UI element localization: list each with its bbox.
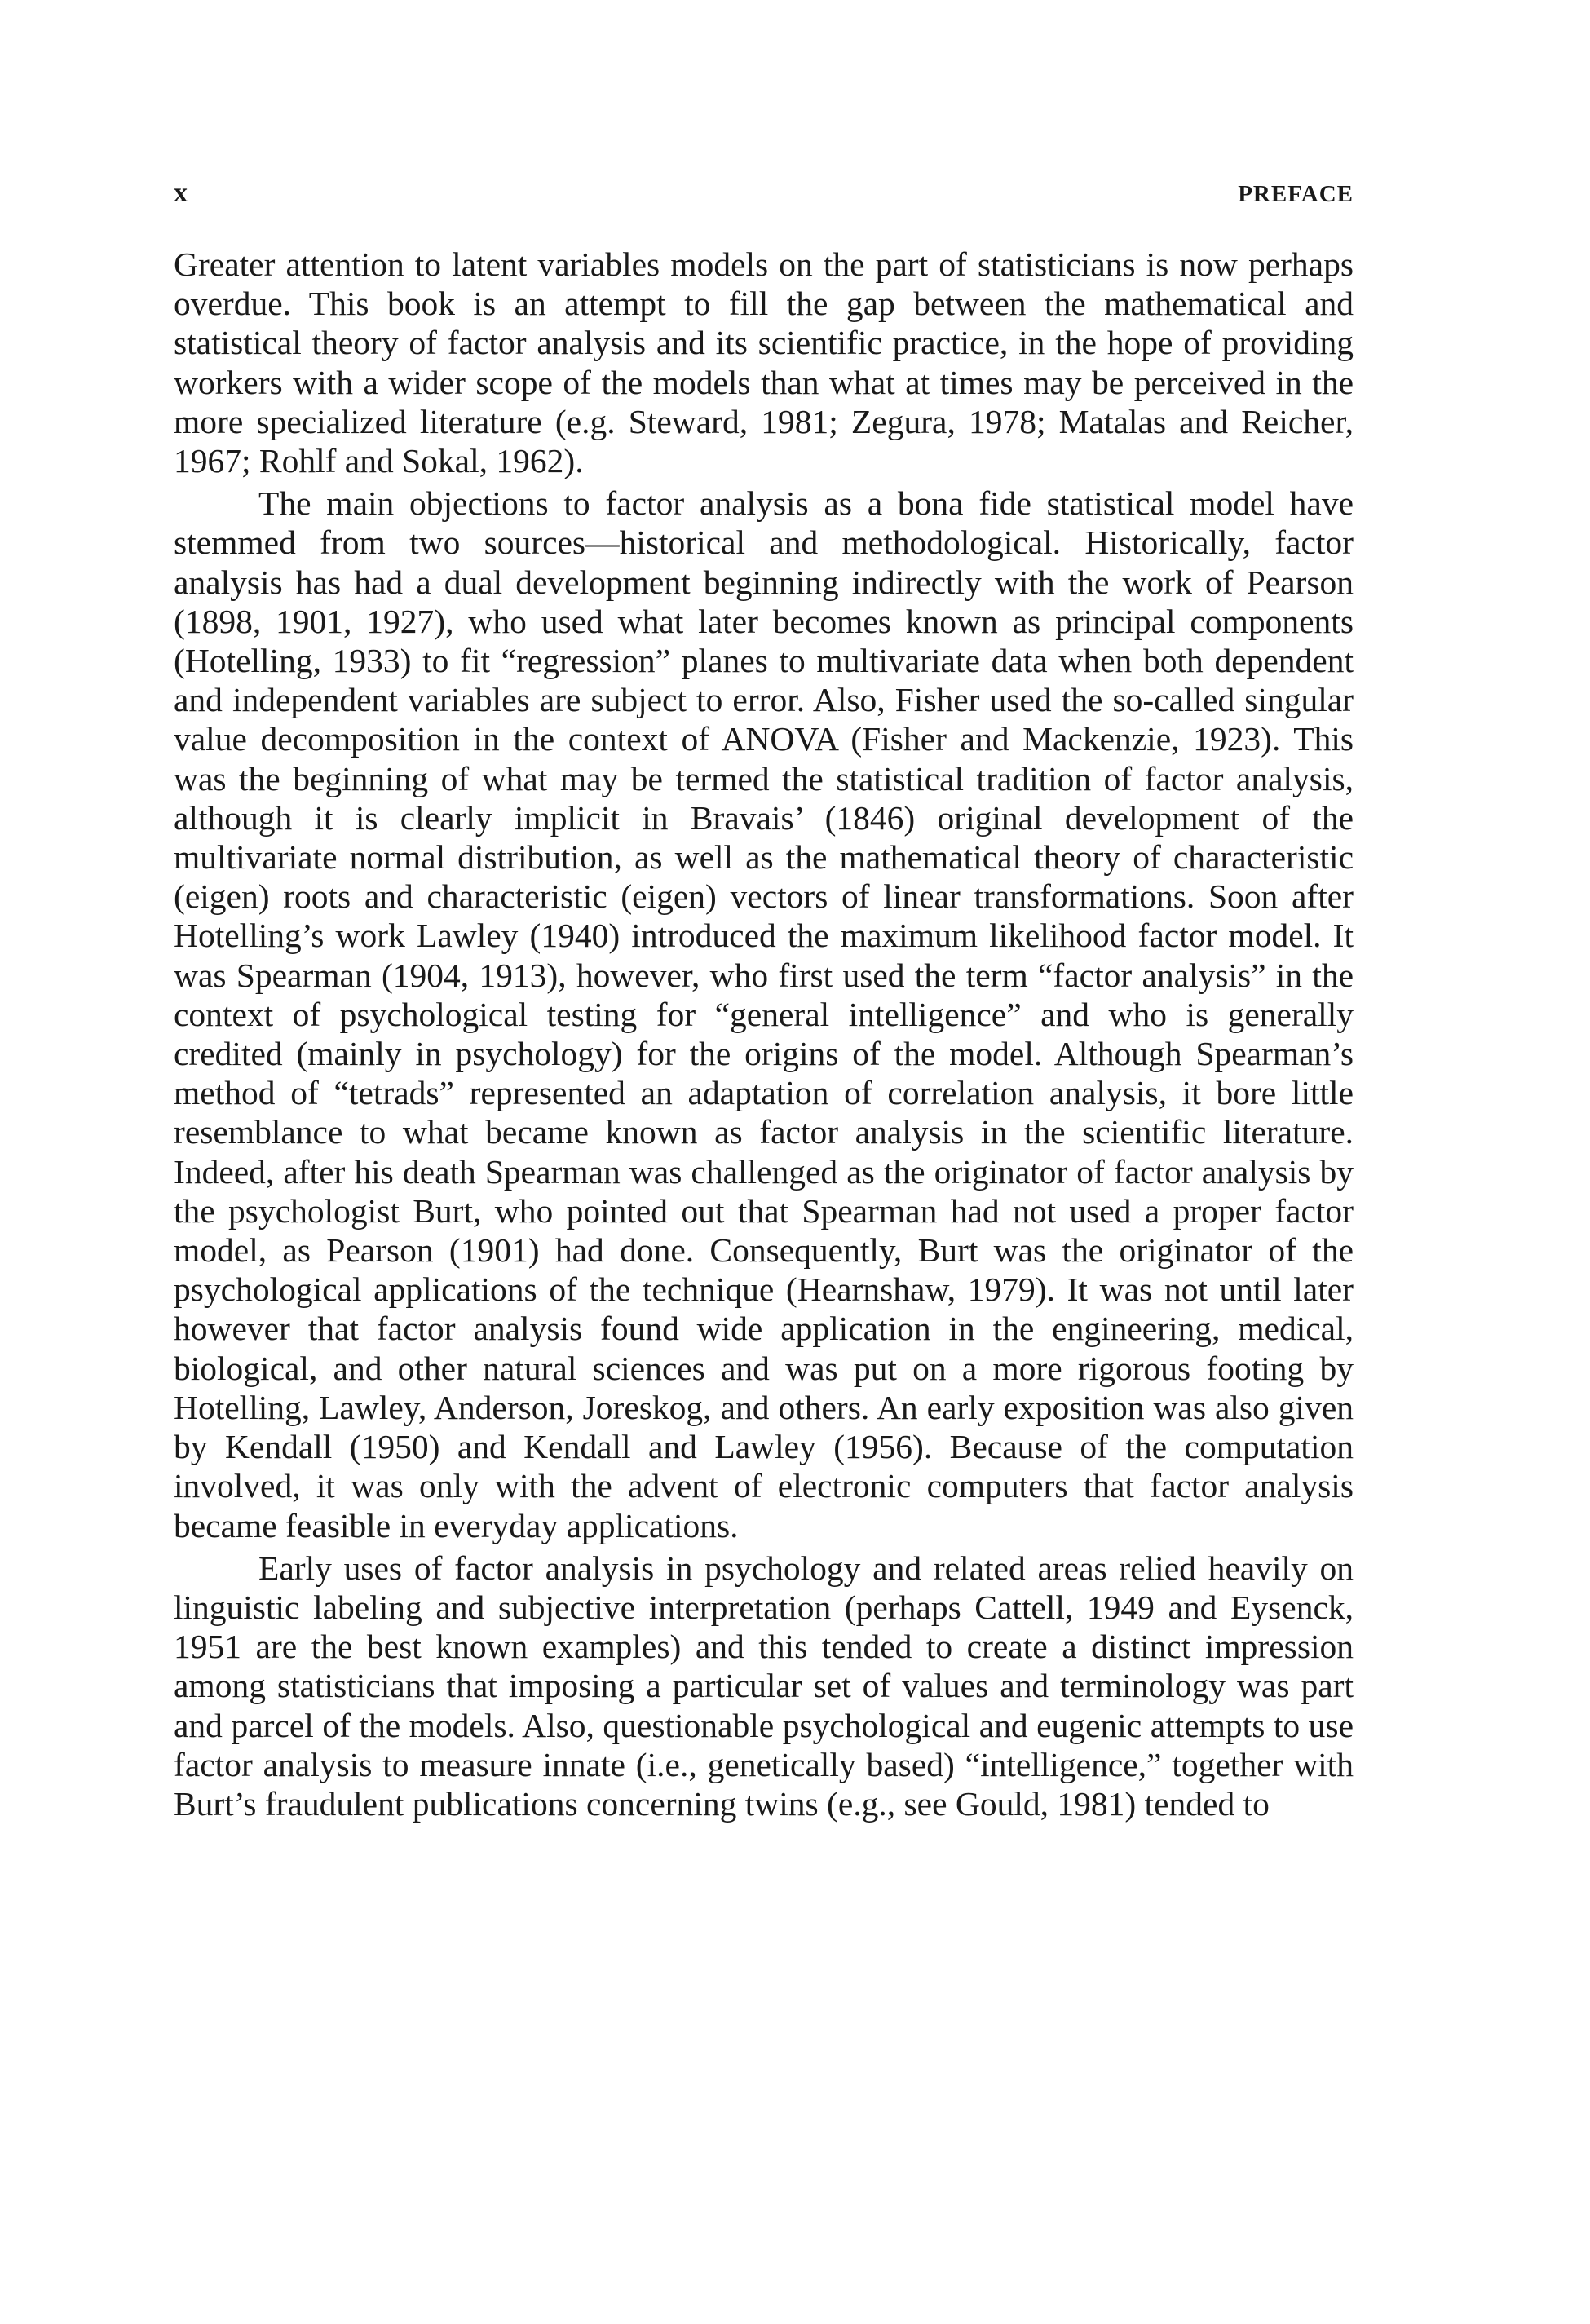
section-title: PREFACE [1238, 181, 1354, 207]
running-head [174, 178, 1354, 209]
paragraph: Early uses of factor analysis in psychology and related areas relied heavily on linguistic labeling and subjective interpretation (perhaps Cattell, 1949 and Eysenck, 1951 are the best known examples) and this tended to create a distinct impression among statisticians that imposing a particular set of values and terminology was part and parcel of the models. Also, questionable psychological and eugenic attempts to use factor analysis to measure innate (i.e., genetically based) “intelligence,” together with Burt’s fraudulent publications concerning twins (e.g., see Gould, 1981) tended to [174, 1549, 1354, 1823]
body-text [174, 245, 1354, 1823]
paragraph: Greater attention to latent variables models on the part of statisticians is now perhaps overdue. This book is an attempt to fill the gap between the mathematical and statistical theory of factor analysis and its scientific practice, in the hope of providing workers with a wider scope of the models than what at times may be perceived in the more specialized literature (e.g. Steward, 1981; Zegura, 1978; Matalas and Reicher, 1967; Rohlf and Sokal, 1962). [174, 245, 1354, 480]
page-number: x [174, 178, 188, 208]
book-page [174, 178, 1354, 1823]
paragraph: The main objections to factor analysis as a bona fide statistical model have stemmed from two sources—historical and methodological. Historically, factor analysis has had a dual development beginning indirectly with the work of Pearson (1898, 1901, 1927), who used what later becomes known as principal components (Hotelling, 1933) to fit “regression” planes to multivariate data when both dependent and independent variables are subject to error. Also, Fisher used the so-called singular value decomposition in the context of ANOVA (Fisher and Mackenzie, 1923). This was the beginning of what may be termed the statistical tradition of factor analysis, although it is clearly implicit in Bravais’ (1846) original development of the multivariate normal distribution, as well as the mathematical theory of characteristic (eigen) roots and characteristic (eigen) vectors of linear transformations. Soon after Hotelling’s work Lawley (1940) introduced the maximum likelihood factor model. It was Spearman (1904, 1913), however, who first used the term “factor analysis” in the context of psychological testing for “general intelligence” and who is generally credited (mainly in psychology) for the origins of the model. Although Spearman’s method of “tetrads” represented an adaptation of correlation analysis, it bore little resemblance to what became known as factor analysis in the scientific literature. Indeed, after his death Spearman was challenged as the originator of factor analysis by the psychologist Burt, who pointed out that Spearman had not used a proper factor model, as Pearson (1901) had done. Consequently, Burt was the originator of the psychological applications of the technique (Hearnshaw, 1979). It was not until later however that factor analysis found wide application in the engineering, medical, biological, and other natural sciences and was put on a more rigorous footing by Hotelling, Lawley, Anderson, Joreskog, and others. An early exposition was also given by Kendall (1950) and Kendall and Lawley (1956). Because of the computation involved, it was only with the advent of electronic computers that factor analysis became feasible in everyday applications. [174, 484, 1354, 1544]
